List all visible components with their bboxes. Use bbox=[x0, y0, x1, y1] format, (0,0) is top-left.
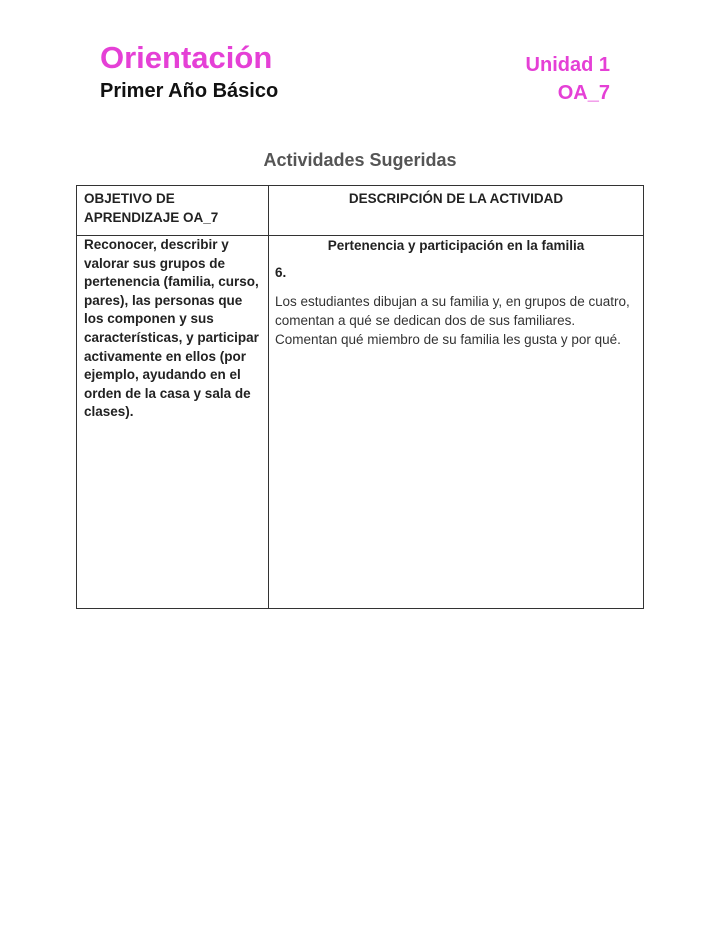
activity-number: 6. bbox=[275, 265, 287, 280]
course-level: Primer Año Básico bbox=[100, 80, 279, 102]
activities-table bbox=[76, 185, 644, 609]
table-header-row bbox=[77, 186, 644, 236]
activity-title: Pertenencia y participación en la familia bbox=[327, 238, 585, 253]
activity-description: Los estudiantes dibujan a su familia y, en grupos de cuatro, comentan a qué se dedican dos de sus familiares. Comentan qué miembro de su familia les gusta y por qué. bbox=[275, 294, 630, 347]
table-row bbox=[77, 236, 644, 609]
objective-cell bbox=[77, 236, 269, 609]
activity-cell bbox=[269, 236, 644, 609]
section-title: Actividades Sugeridas bbox=[263, 150, 457, 170]
unit-label: Unidad 1 bbox=[525, 54, 610, 76]
objective-column-header: OBJETIVO DE APRENDIZAJE OA_7 bbox=[77, 186, 269, 236]
oa-label: OA_7 bbox=[557, 82, 610, 104]
objective-text: Reconocer, describir y valorar sus grupos de pertenencia (familia, curso, pares), las personas que los componen y sus características, y participar activamente en ellos (por ejemplo, ayudando en el orden de la casa y sala de clases). bbox=[84, 237, 259, 420]
description-column-header: DESCRIPCIÓN DE LA ACTIVIDAD bbox=[269, 186, 644, 236]
subject-title: Orientación bbox=[100, 40, 273, 75]
